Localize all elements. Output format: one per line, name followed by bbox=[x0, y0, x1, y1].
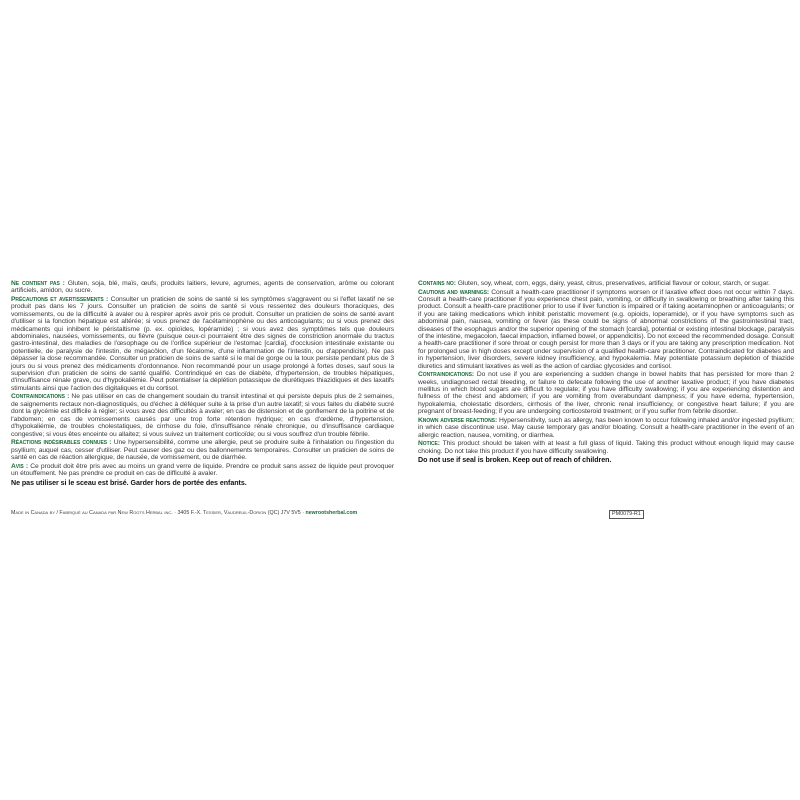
en-adverse-text: Hypersensitivity, such as allergy, has been known to occur following inhaled and/or ingested psyllium; in which case discontinue use. May cause temporary gas and/or bloating. Consult a health-care practitioner in the event of an allergic reaction, nausea, vomiting, or diarrhea. bbox=[418, 416, 794, 439]
en-contains-no-label: Contains no: bbox=[418, 280, 456, 287]
en-contains-no bbox=[418, 280, 794, 287]
en-notice bbox=[418, 440, 794, 455]
en-contraindications-label: Contraindications: bbox=[418, 371, 475, 379]
en-contains-no-text: Gluten, soy, wheat, corn, eggs, dairy, yeast, citrus, preservatives, artificial flavour or colour, starch, or sugar. bbox=[455, 280, 770, 287]
fr-contains-not-text: Gluten, soja, blé, maïs, œufs, produits laitiers, levure, agrumes, agents de conservation, arôme ou colorant artificiels, amidon, ou sucre. bbox=[11, 280, 394, 295]
website-link[interactable]: newrootsherbal.com bbox=[305, 510, 358, 516]
fr-notice-label: Avis : bbox=[11, 462, 29, 470]
english-column bbox=[418, 280, 794, 466]
en-notice-label: Notice: bbox=[418, 440, 440, 448]
en-cautions bbox=[418, 289, 794, 370]
fr-precautions-label: Précautions et avertissements : bbox=[11, 296, 109, 303]
fr-contains-not-label: Ne contient pas : bbox=[11, 280, 65, 287]
en-contraindications bbox=[418, 371, 794, 415]
fr-contains-not bbox=[11, 280, 394, 295]
fr-notice-text: Ce produit doit être pris avec au moins un grand verre de liquide. Prendre ce produit sans assez de liquide peut provoquer un étouffement. Ne pas prendre ce produit en cas de difficulté à avaler. bbox=[11, 462, 394, 477]
fr-seal-warning: Ne pas utiliser si le sceau est brisé. Garder hors de portée des enfants. bbox=[11, 478, 247, 487]
en-cautions-text: Consult a health-care practitioner if symptoms worsen or if laxative effect does not occur within 7 days. Consult a health-care practitioner if you experience chest pain, vomiting, or difficulty in swallowing or breathing after taking this product. Consult a health-care practitioner prior to use if liver function is impaired or if taking acetaminophen or anticoagulants; or if you are taking medications which inhibit peristaltic movement (e.g. opioids, loperamide), or if you have symptoms such as abdominal pain, nausea, vomiting or fever (as these could be signs of abnormal constrictions of the gastrointestinal tract, diseases of the esophagus and/or the superior opening of the stomach [cardia], potential or existing intestinal blockage, paralysis of the intestine, megacolon, faecal impaction, inflamed bowel, or appendicitis). Do not exceed the recommended dosage. Consult a health-care practitioner if sore throat or cough persist for more than 3 days or if you are taking any prescription medication. Not for prolonged use in high doses except under supervision of a qualified health-care practitioner. Contraindicated for diabetes and in hypertension, liver disorders, severe kidney insufficiency, and hypokalemia. May potentiate potassium depletion of thiazide diuretics and stimulant laxatives as well as the action of cardiac glycosides and cortisol. bbox=[418, 288, 794, 370]
en-seal-warning: Do not use if seal is broken. Keep out of reach of children. bbox=[418, 456, 612, 465]
fr-precautions-text: Consulter un praticien de soins de santé si les symptômes s'aggravent ou si l'effet laxatif ne se produit pas dans les 7 jours. Consulter un praticien de soins de santé si vous ressentez des douleurs thoraciques, des vomissements, ou de la difficulté à avaler ou à respirer après avoir pris ce produit. Consulter un praticien de soins de santé avant d'utiliser si la fonction hépatique est altérée; si vous prenez de l'acétaminophène ou des anticoagulants; ou si vous prenez des médicaments qui inhibent le péristaltisme (p. ex. opioïdes, lopéramide) ; si vous avez des symptômes tels que douleurs abdominales, nausées, vomissements, ou fièvre (puisque ceux-ci pourraient être des signes de constriction anormale du tractus gastro-intestinal, des maladies de l'œsophage ou de l'orifice supérieur de l'estomac [cardia], d'occlusion intestinale existante ou potentielle, de paralysie de l'intestin, de mégacôlon, d'un fécalome, d'une inflammation de l'intestin, ou d'appendicite). Ne pas dépasser la dose recommandée. Consulter un praticien de soins de santé si le mal de gorge ou la toux persiste pendant plus de 3 jours ou si vous prenez des médicaments d'ordonnance. Non recommandé pour un usage prolongé à fortes doses, sauf sous la supervision d'un praticien de soins de santé qualifié. Contrindiqué en cas de diabète, d'hypertension, de troubles hépatiques, d'insuffisance rénale grave, ou d'hypokaliémie. Peut potentialiser la déplétion potassique de diurétiques thiazidiques et des laxatifs stimulants ainsi que l'action des digitaliques et du cortisol. bbox=[11, 296, 394, 392]
fr-precautions bbox=[11, 296, 394, 392]
fr-contraindications-text: Ne pas utiliser en cas de changement soudain du transit intestinal et qui persiste depuis plus de 2 semaines, de saignements rectaux non-diagnostiqués, ou d'échec à déféquer suite à la prise d'un autre laxatif; si vous faites du diabète sucré dont la glycémie est difficile à régler; si vous avez des difficultés à avaler; en cas de distension et de gonflement de la poitrine et de l'abdomen; en cas de vomissements causés par une trop forte rétention hydrique; en cas d'œdème, d'hypertension, d'hypokaliémie, de troubles cholestatiques, de cirrhose du foie, d'insuffisance rénale chronique, ou d'insuffisance cardiaque congestive; si vous êtes enceinte ou allaitez; si vous suivez un traitement corticoïde; ou si vous souffrez d'un trouble fébrile. bbox=[11, 393, 394, 438]
french-column bbox=[11, 280, 394, 488]
en-adverse-label: Known adverse reactions: bbox=[418, 416, 498, 424]
fr-adverse-reactions bbox=[11, 439, 394, 461]
fr-contraindications-label: Contraindications : bbox=[11, 393, 70, 401]
en-notice-text: This product should be taken with at least a full glass of liquid. Taking this product without enough liquid may cause choking. Do not take this product if you have difficulty swallowing. bbox=[418, 440, 794, 455]
made-in-text: Made in Canada by / Fabriqué au Canada par New Roots Herbal inc. · 3405 F.-X. Tessier, Vaudreuil-Dorion (QC) J7V 5V5 · bbox=[11, 510, 306, 516]
manufacturer-footer bbox=[11, 510, 406, 517]
en-adverse-reactions bbox=[418, 417, 794, 439]
product-code: PM0079-R1 bbox=[609, 510, 644, 519]
fr-notice bbox=[11, 463, 394, 478]
en-cautions-label: Cautions and warnings: bbox=[418, 288, 490, 296]
fr-adverse-label: Réactions indésirables connues : bbox=[11, 439, 112, 447]
en-contraindications-text: Do not use if you are experiencing a sudden change in bowel habits that has persisted for more than 2 weeks, undiagnosed rectal bleeding, or failure to defecate following the use of another laxative product; if you have diabetes mellitus in which blood sugars are difficult to regulate; if you have difficulty swallowing; if you are experiencing distention and fullness of the chest and abdomen; if you are vomiting from overabundant dampness; if you have edema, hypertension, hypokalemia, cholestatic disorders, cirrhosis of the liver, chronic renal insufficiency, or congestive heart failure; if you are pregnant of breast-feeding; if you are undergoing corticosteroid treatment; or if you suffer from febrile disorder. bbox=[418, 371, 794, 416]
fr-contraindications bbox=[11, 393, 394, 437]
fr-adverse-text: Une hypersensibilité, comme une allergie, peut se produire suite à l'inhalation ou l'ingestion du psyllium; auquel cas, cesser d'utiliser. Peut causer des gaz ou des ballonnements temporaires. Consulter un praticien de soins de santé en cas de réaction allergique, de nausée, de vomissement, ou de diarrhée. bbox=[11, 439, 394, 461]
